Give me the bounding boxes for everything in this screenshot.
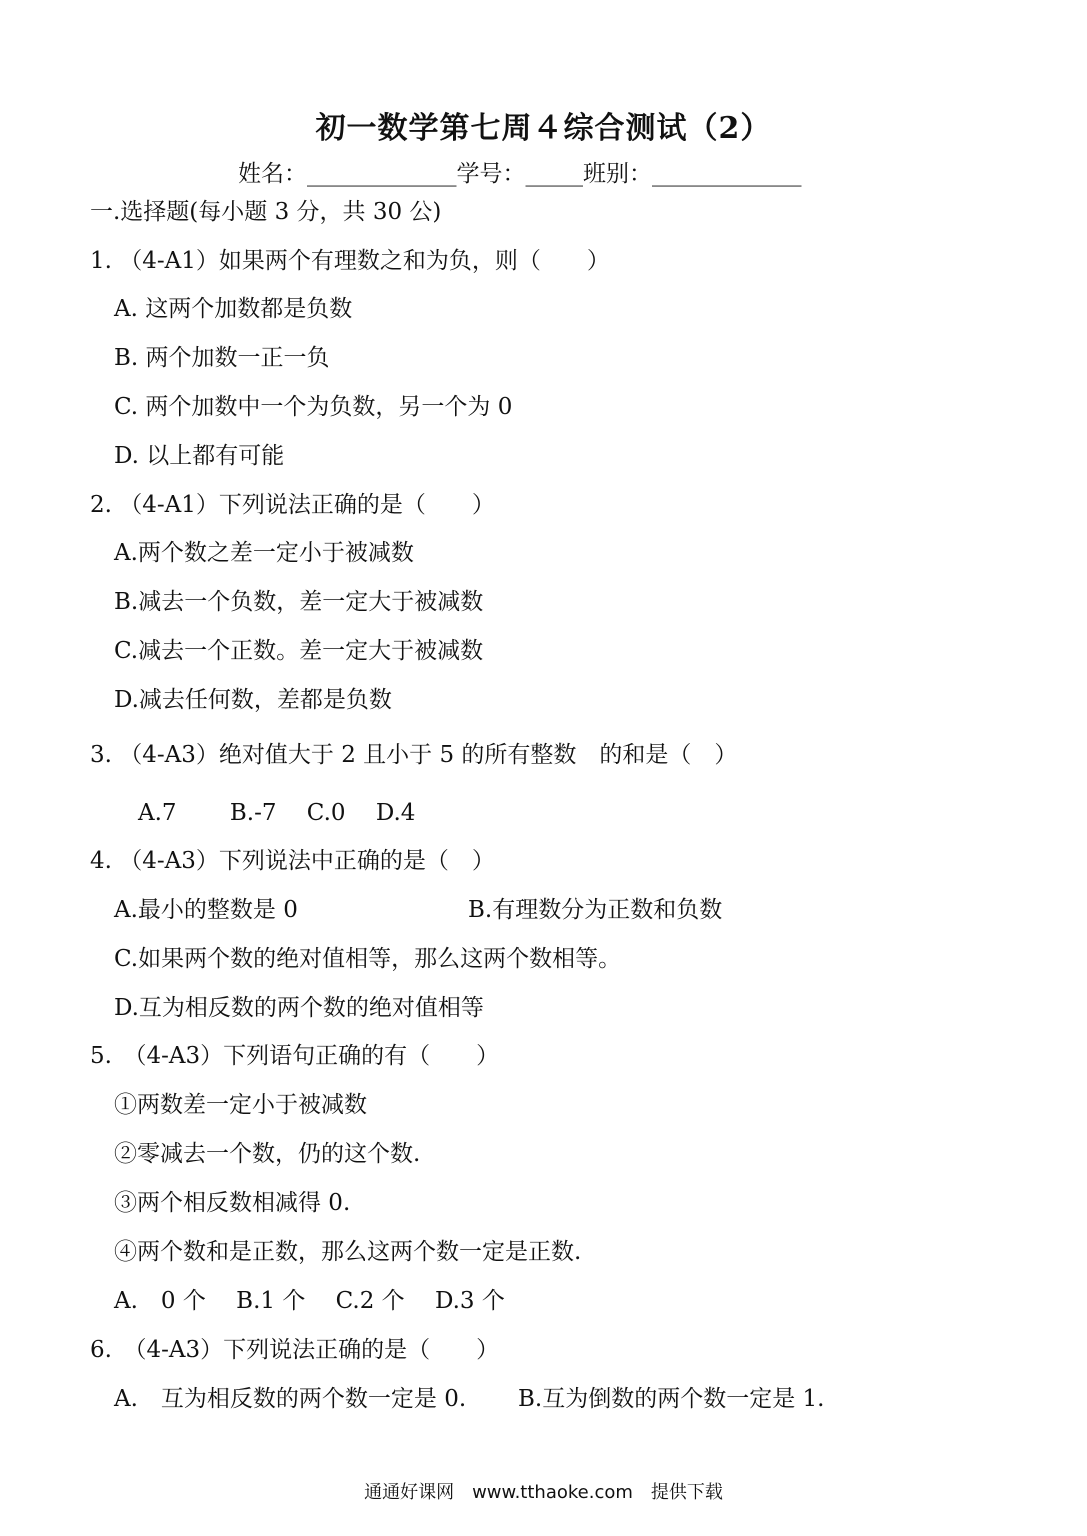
- question-3-stem: 3. （4-A3）绝对值大于 2 且小于 5 的所有整数 的和是（ ）: [90, 742, 738, 768]
- page-title: 初一数学第七周４综合测试（2）: [315, 111, 772, 146]
- question-4-option-d: D.互为相反数的两个数的绝对值相等: [114, 995, 484, 1021]
- question-4-option-a: A.最小的整数是 0: [114, 897, 298, 923]
- question-5-statement-2: ②零减去一个数，仍的这个数.: [114, 1141, 421, 1167]
- question-1-stem: 1. （4-A1）如果两个有理数之和为负，则（ ）: [90, 248, 610, 274]
- page-footer: 通通好课网 www.tthaoke.com 提供下载: [364, 1482, 723, 1503]
- question-5-stem: 5. （4-A3）下列语句正确的有（ ）: [90, 1043, 500, 1069]
- question-4-option-c: C.如果两个数的绝对值相等，那么这两个数相等。: [114, 946, 622, 972]
- question-6-option-b: B.互为倒数的两个数一定是 1.: [518, 1386, 825, 1412]
- question-2-option-d: D.减去任何数，差都是负数: [114, 687, 392, 713]
- question-5-statement-4: ④两个数和是正数，那么这两个数一定是正数.: [114, 1239, 582, 1265]
- question-4-stem: 4. （4-A3）下列说法中正确的是（ ）: [90, 848, 495, 874]
- question-1-option-b: B. 两个加数一正一负: [114, 345, 330, 371]
- question-1-option-a: A. 这两个加数都是负数: [114, 296, 353, 322]
- question-1-option-d: D. 以上都有可能: [114, 443, 285, 469]
- student-info-line: 姓名：_____________学号：_____班别：_____________: [238, 161, 802, 187]
- question-2-option-c: C.减去一个正数。差一定大于被减数: [114, 638, 484, 664]
- question-2-option-b: B.减去一个负数，差一定大于被减数: [114, 589, 484, 615]
- question-6-stem: 6. （4-A3）下列说法正确的是（ ）: [90, 1337, 500, 1363]
- question-2-option-a: A.两个数之差一定小于被减数: [114, 540, 414, 566]
- question-2-stem: 2. （4-A1）下列说法正确的是（ ）: [90, 492, 495, 518]
- question-5-options: A. 0 个 B.1 个 C.2 个 D.3 个: [114, 1288, 505, 1314]
- question-4-option-b: B.有理数分为正数和负数: [468, 897, 723, 923]
- question-5-statement-1: ①两数差一定小于被减数: [114, 1092, 367, 1118]
- question-1-option-c: C. 两个加数中一个为负数，另一个为 0: [114, 394, 513, 420]
- question-6-option-a: A. 互为相反数的两个数一定是 0.: [114, 1386, 467, 1412]
- section-header: 一.选择题(每小题 3 分，共 30 公): [90, 199, 442, 225]
- question-5-statement-3: ③两个相反数相减得 0.: [114, 1190, 351, 1216]
- question-3-options: A.7 B.-7 C.0 D.4: [138, 800, 416, 826]
